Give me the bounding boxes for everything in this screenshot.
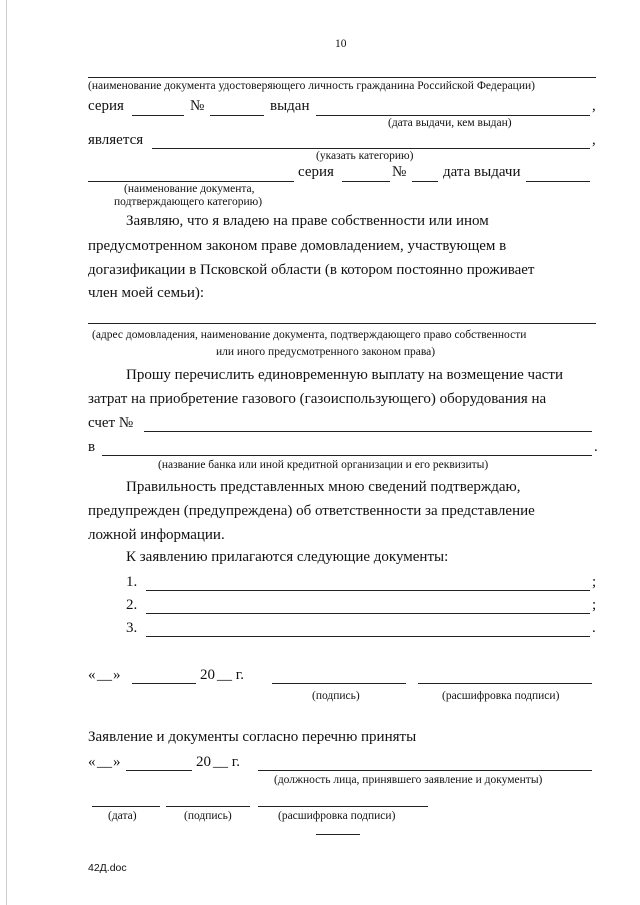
accepted-month-field[interactable] — [126, 770, 192, 771]
accepted-year-prefix: 20 — [196, 754, 211, 770]
category-doc-caption-1: (наименование документа, — [124, 183, 255, 195]
attachment-1-num: 1. — [126, 574, 138, 590]
accepted-position-field[interactable] — [258, 770, 592, 771]
number-sign: № — [190, 98, 205, 114]
account-field[interactable] — [144, 431, 592, 432]
request-line-2: затрат на приобретение газового (газоиспользующего) оборудования на — [88, 391, 547, 407]
accepted-decode-field[interactable] — [258, 806, 428, 807]
signature-caption: (подпись) — [312, 690, 360, 702]
footer-filename: 42Д.doc — [88, 862, 127, 874]
declaration-line-2: предусмотренном законом праве домовладением, участвующем в — [88, 238, 507, 254]
attachments-title: К заявлению прилагаются следующие документы: — [126, 549, 449, 565]
attachment-3-num: 3. — [126, 620, 138, 636]
page-number: 10 — [335, 38, 347, 50]
accepted-sign-caption: (подпись) — [184, 810, 232, 822]
accepted-position-caption: (должность лица, принявшего заявление и документы) — [274, 774, 543, 786]
number-field[interactable] — [210, 115, 264, 116]
number2-field[interactable] — [412, 181, 438, 182]
accepted-date-open: « — [88, 754, 96, 770]
id-doc-field[interactable] — [88, 77, 596, 78]
attachment-1-end: ; — [592, 574, 597, 590]
accepted-title: Заявление и документы согласно перечню приняты — [88, 729, 417, 745]
sign-year-suffix[interactable]: __ г. — [217, 667, 244, 683]
attachment-3-field[interactable] — [146, 636, 590, 637]
bank-field[interactable] — [102, 455, 592, 456]
bank-caption: (название банка или иной кредитной организации и его реквизиты) — [158, 459, 489, 471]
id-doc-caption: (наименование документа удостоверяющего личность гражданина Российской Федерации) — [88, 80, 535, 92]
accepted-date-caption: (дата) — [108, 810, 137, 822]
is-label: является — [88, 132, 144, 148]
closing-rule — [316, 834, 360, 835]
sign-date-open: « — [88, 667, 96, 683]
issued-label: выдан — [270, 98, 310, 114]
confirm-line-1: Правильность представленных мною сведений подтверждаю, — [126, 479, 521, 495]
account-label: счет № — [88, 415, 134, 431]
confirm-line-3: ложной информации. — [88, 527, 225, 543]
attachment-3-end: . — [592, 620, 596, 636]
accepted-date-close: » — [113, 754, 121, 770]
signature-decode-field[interactable] — [418, 683, 592, 684]
address-field[interactable] — [88, 323, 596, 324]
sign-month-field[interactable] — [132, 683, 196, 684]
attachment-2-num: 2. — [126, 597, 138, 613]
accepted-date-field[interactable] — [92, 806, 160, 807]
signature-decode-caption: (расшифровка подписи) — [442, 690, 560, 702]
scan-edge — [6, 0, 7, 905]
declaration-line-1: Заявляю, что я владею на праве собственности или ином — [126, 213, 489, 229]
issued-caption: (дата выдачи, кем выдан) — [388, 117, 512, 129]
bank-prefix: в — [88, 439, 96, 455]
address-caption-2: или иного предусмотренного законом права) — [216, 346, 436, 358]
attachment-2-end: ; — [592, 597, 597, 613]
series2-label: серия — [298, 164, 334, 180]
declaration-line-3: догазификации в Псковской области (в котором постоянно проживает — [88, 262, 535, 278]
declaration-line-4: член моей семьи): — [88, 285, 205, 301]
sign-date-close: » — [113, 667, 121, 683]
issued-field[interactable] — [316, 115, 590, 116]
accepted-date-day[interactable]: __ — [97, 754, 112, 770]
series2-field[interactable] — [342, 181, 390, 182]
sign-date-day[interactable]: __ — [97, 667, 112, 683]
number2-sign: № — [392, 164, 407, 180]
date-issue-field[interactable] — [526, 181, 590, 182]
category-field[interactable] — [152, 148, 590, 149]
signature-field[interactable] — [272, 683, 406, 684]
confirm-line-2: предупрежден (предупреждена) об ответственности за представление — [88, 503, 535, 519]
request-line-1: Прошу перечислить единовременную выплату на возмещение части — [126, 367, 563, 383]
accepted-year-suffix[interactable]: __ г. — [213, 754, 240, 770]
bank-period: . — [594, 439, 598, 455]
comma-1: , — [592, 98, 596, 114]
category-doc-field[interactable] — [88, 181, 294, 182]
comma-2: , — [592, 132, 596, 148]
address-caption-1: (адрес домовладения, наименование документа, подтверждающего право собственности — [92, 329, 527, 341]
category-doc-caption-2: подтверждающего категорию) — [114, 196, 263, 208]
attachment-2-field[interactable] — [146, 613, 590, 614]
attachment-1-field[interactable] — [146, 590, 590, 591]
series-label: серия — [88, 98, 124, 114]
series-field[interactable] — [132, 115, 184, 116]
date-issue-label: дата выдачи — [443, 164, 521, 180]
accepted-decode-caption: (расшифровка подписи) — [278, 810, 396, 822]
sign-year-prefix: 20 — [200, 667, 215, 683]
category-caption: (указать категорию) — [316, 150, 414, 162]
accepted-sign-field[interactable] — [166, 806, 250, 807]
